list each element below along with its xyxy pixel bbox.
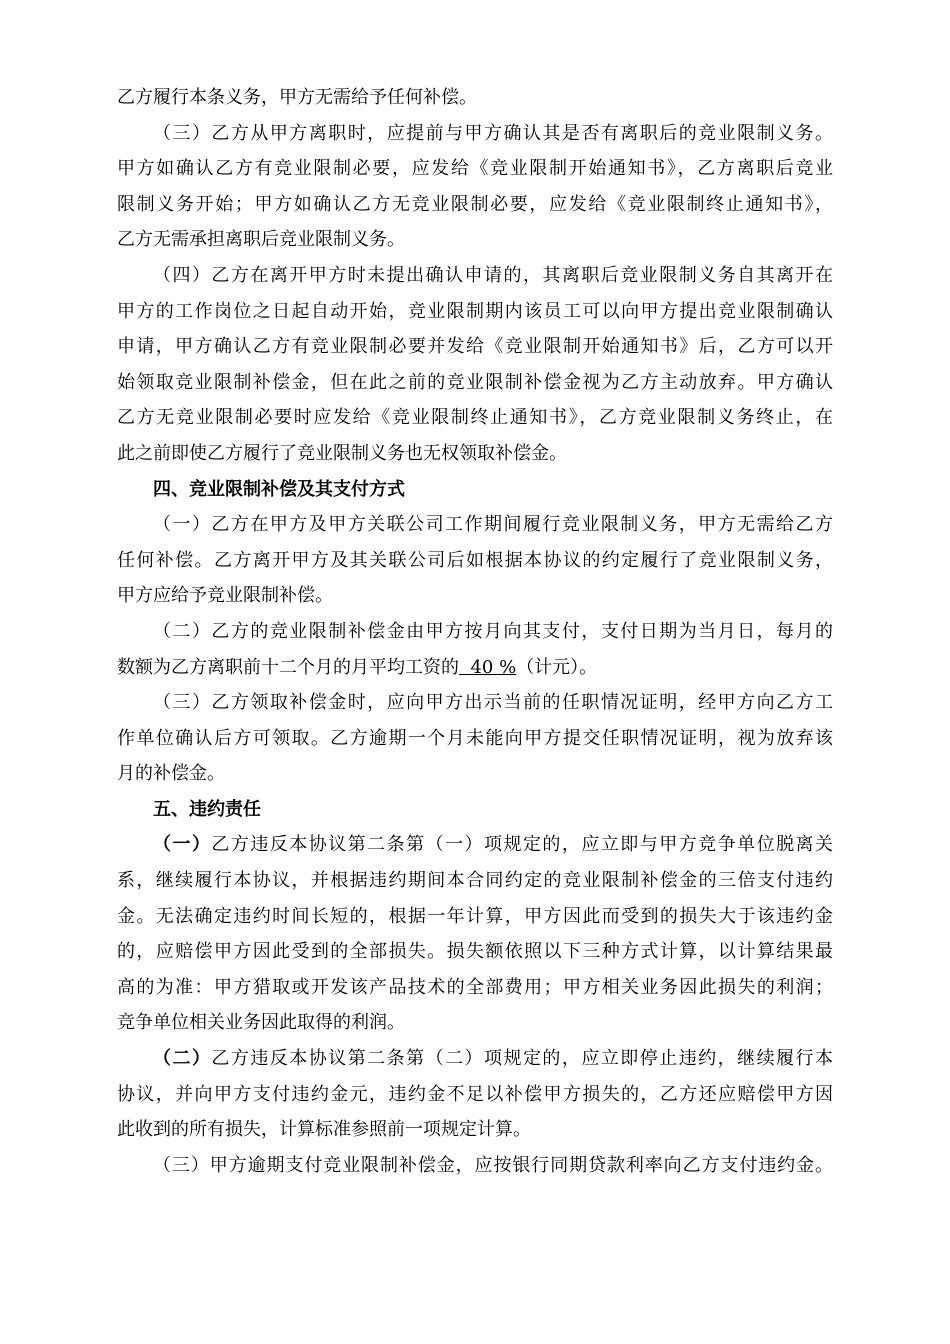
line-text: （四）乙方在离开甲方时未提出确认申请的，其离职后竞业限制义务自其离开在 <box>153 264 833 286</box>
line-text: 乙方履行本条义务，甲方无需给予任何补偿。 <box>117 87 477 108</box>
line-text: 甲方如确认乙方有竞业限制必要，应发给《竞业限制开始通知书》，乙方离职后竞业 <box>117 158 833 180</box>
text-line <box>117 543 833 579</box>
section-heading <box>117 472 833 508</box>
line-text: 申请，甲方确认乙方有竞业限制必要并发给《竞业限制开始通知书》后，乙方可以开 <box>117 336 833 358</box>
text-line <box>117 934 833 970</box>
line-text: 高的为准：甲方猎取或开发该产品技术的全部费用；甲方相关业务因此损失的利润； <box>117 976 833 998</box>
line-text: 四、竞业限制补偿及其支付方式 <box>153 478 405 500</box>
line-text: 作单位确认后方可领取。乙方逾期一个月未能向甲方提交任职情况证明，视为放弃该 <box>117 727 833 749</box>
line-text: 竞争单位相关业务因此取得的利润。 <box>117 1012 405 1034</box>
line-text: 甲方的工作岗位之日起自动开始，竞业限制期内该员工可以向甲方提出竞业限制确认 <box>117 300 833 322</box>
line-text: （三）乙方从甲方离职时，应提前与甲方确认其是否有离职后的竞业限制义务。 <box>153 122 833 144</box>
line-text: 数额为乙方离职前十二个月的月平均工资的 <box>117 656 459 678</box>
section-heading <box>117 792 833 828</box>
line-text: 系，继续履行本协议，并根据违约期间本合同约定的竞业限制补偿金的三倍支付违约 <box>117 870 833 892</box>
line-text: 此之前即使乙方履行了竞业限制义务也无权领取补偿金。 <box>117 442 567 464</box>
line-text: （三）乙方领取补偿金时，应向甲方出示当前的任职情况证明，经甲方向乙方工 <box>153 692 833 714</box>
document-page <box>117 80 833 1183</box>
text-line <box>117 970 833 1006</box>
text-line <box>117 650 833 686</box>
line-text: 乙方违反本协议第二条第（一）项规定的，应立即与甲方竞争单位脱离关 <box>211 834 834 856</box>
text-line <box>117 80 833 116</box>
line-text: （二）乙方的竞业限制补偿金由甲方按月向其支付，支付日期为当月日，每月的 <box>153 620 833 642</box>
text-line <box>117 258 833 294</box>
text-line <box>117 685 833 721</box>
line-text: 的，应赔偿甲方因此受到的全部损失。损失额依照以下三种方式计算，以计算结果最 <box>117 941 833 963</box>
clause-number: （二） <box>153 1048 212 1070</box>
line-text: 乙方无竞业限制必要时应发给《竞业限制终止通知书》，乙方竞业限制义务终止，在 <box>117 407 833 429</box>
line-text: 金。无法确定违约时间长短的，根据一年计算，甲方因此而受到的损失大于该违约金 <box>117 905 833 927</box>
line-text: 乙方违反本协议第二条第（二）项规定的，应立即停止违约，继续履行本 <box>211 1048 834 1070</box>
line-text: 甲方应给予竞业限制补偿。 <box>117 585 333 607</box>
text-line <box>117 507 833 543</box>
text-line <box>117 400 833 436</box>
text-line <box>117 827 833 863</box>
text-line <box>117 294 833 330</box>
text-line <box>117 756 833 792</box>
text-line <box>117 436 833 472</box>
text-line <box>117 721 833 757</box>
line-text: （三）甲方逾期支付竞业限制补偿金，应按银行同期贷款利率向乙方支付违约金。 <box>153 1154 833 1176</box>
line-text: 五、违约责任 <box>153 798 261 820</box>
line-text: 始领取竞业限制补偿金，但在此之前的竞业限制补偿金视为乙方主动放弃。甲方确认 <box>117 371 833 393</box>
line-text: 乙方无需承担离职后竞业限制义务。 <box>117 229 405 251</box>
line-text: 协议，并向甲方支付违约金元，违约金不足以补偿甲方损失的，乙方还应赔偿甲方因 <box>117 1083 833 1105</box>
text-line <box>117 1077 833 1113</box>
text-line <box>117 151 833 187</box>
text-line <box>117 899 833 935</box>
line-text: 任何补偿。乙方离开甲方及其关联公司后如根据本协议的约定履行了竞业限制义务， <box>117 549 833 571</box>
line-text: （一）乙方在甲方及甲方关联公司工作期间履行竞业限制义务，甲方无需给乙方 <box>153 514 833 536</box>
text-line <box>117 1005 833 1041</box>
text-line <box>117 1112 833 1148</box>
text-line <box>117 578 833 614</box>
text-line <box>117 1148 833 1184</box>
clause-number: （一） <box>153 834 212 856</box>
text-line <box>117 116 833 152</box>
text-line <box>117 222 833 258</box>
text-line <box>117 365 833 401</box>
line-text: 限制义务开始；甲方如确认乙方无竞业限制必要，应发给《竞业限制终止通知书》， <box>117 193 833 215</box>
line-text-after: （计元）。 <box>516 656 598 678</box>
line-text: 此收到的所有损失，计算标准参照前一项规定计算。 <box>117 1119 531 1141</box>
text-line <box>117 187 833 223</box>
percentage-blank: 40 % <box>459 656 517 678</box>
text-line <box>117 863 833 899</box>
text-line <box>117 1041 833 1077</box>
text-line <box>117 329 833 365</box>
text-line <box>117 614 833 650</box>
line-text: 月的补偿金。 <box>117 763 225 785</box>
